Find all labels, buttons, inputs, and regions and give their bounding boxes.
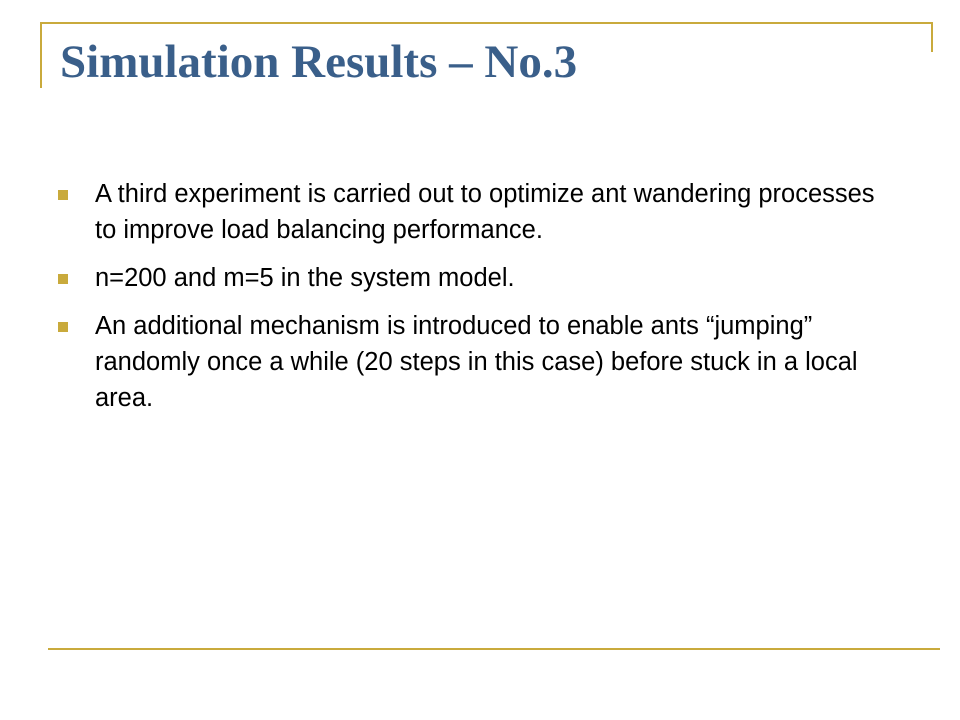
bullet-text: n=200 and m=5 in the system model. (95, 264, 515, 292)
frame-left-line (40, 22, 42, 88)
square-bullet-icon (58, 274, 68, 284)
bullet-text: An additional mechanism is introduced to enable ants “jumping” randomly once a while (20 steps in this case) before stuck in a local area. (95, 312, 858, 412)
bullet-item (58, 308, 888, 416)
bullet-text: A third experiment is carried out to optimize ant wandering processes to improve load balancing performance. (95, 180, 875, 244)
bullet-list (58, 176, 888, 428)
frame-top-line (40, 22, 932, 24)
slide-title: Simulation Results – No.3 (60, 36, 578, 88)
bullet-item (58, 260, 888, 296)
frame-bottom-line (48, 648, 940, 650)
square-bullet-icon (58, 322, 68, 332)
bullet-item (58, 176, 888, 248)
square-bullet-icon (58, 190, 68, 200)
frame-right-line (931, 22, 933, 52)
